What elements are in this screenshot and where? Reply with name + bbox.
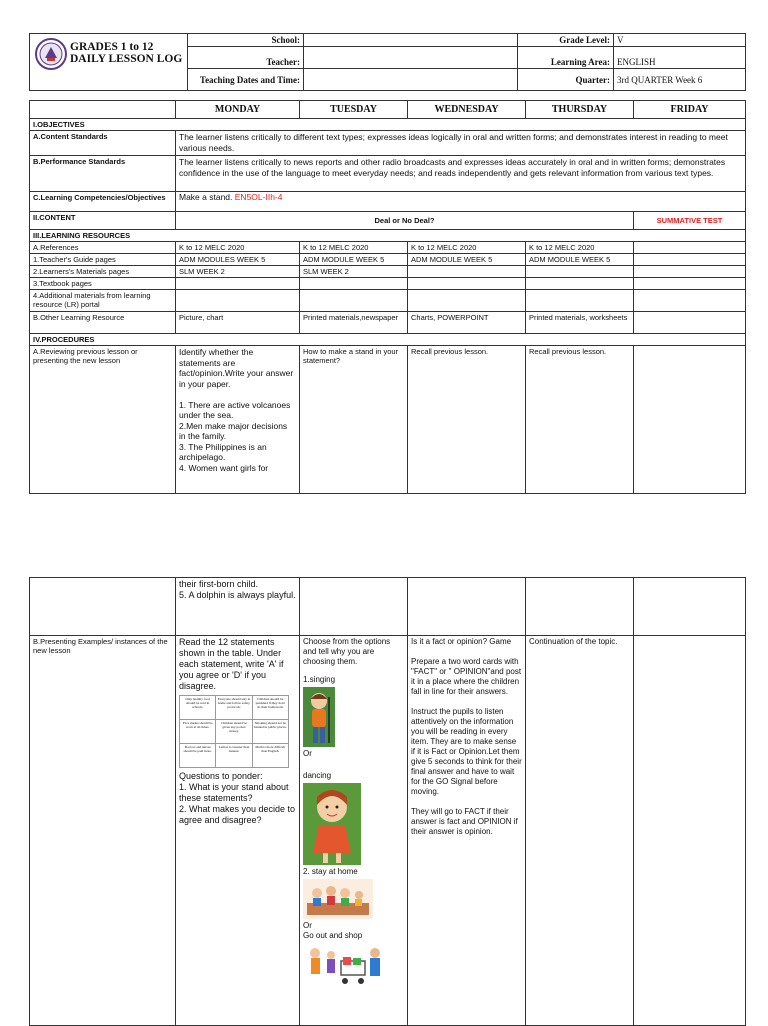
review-tue: How to make a stand in your statement?: [300, 346, 408, 494]
review-fri: [634, 346, 746, 494]
tg-wed: ADM MODULE WEEK 5: [408, 254, 526, 266]
objectives-heading: I.OBJECTIVES: [30, 119, 746, 131]
singing-child-image: [303, 687, 335, 747]
textbook-label: 3.Textbook pages: [30, 278, 176, 290]
day-wednesday: WEDNESDAY: [408, 101, 526, 119]
grade-label: Grade Level:: [518, 34, 614, 47]
dancing-child-image: [303, 783, 361, 865]
day-monday: MONDAY: [176, 101, 300, 119]
shopping-family-image: [303, 943, 387, 989]
presenting-wed: Is it a fact or opinion? Game Prepare a two word cards with "FACT" or " OPINION"and post it in a place where the children fall in line for their answers. Instruct the pupils to listen attentively on the information you will be reading in every item. They are to make sense if it is Fact or Opinion.Let them give 5 seconds to think for their final answer and have to wait for the GO Signal before moving. They will go to FACT if their answer is fact and OPINION if their answer is opinion.: [408, 636, 526, 1026]
performance-standards-text: The learner listens critically to news reports and other radio broadcasts and expresses ideas accurately in oral and in written forms; demonstrates confidence in the use of the language to meet everyday needs; and reads independently and gets relevant information from various text types.: [176, 156, 746, 192]
lm-thu: [526, 266, 634, 278]
ref-tue: K to 12 MELC 2020: [300, 242, 408, 254]
tg-label: 1.Teacher's Guide pages: [30, 254, 176, 266]
header-table: [29, 33, 746, 91]
or-text: Or: [303, 921, 312, 930]
ref-mon: K to 12 MELC 2020: [176, 242, 300, 254]
option-shop: Go out and shop: [303, 931, 363, 940]
statement-cell: Face masks should be worn at all times.: [180, 720, 215, 743]
statement-cell: Children should be punished if they don't do their homework.: [253, 696, 288, 719]
competencies-label: C.Learning Competencies/Objectives: [30, 192, 176, 212]
content-label: II.CONTENT: [30, 212, 176, 230]
procedures-heading: IV.PROCEDURES: [30, 334, 746, 346]
option-dancing: dancing: [303, 771, 332, 780]
lm-label: 2.Learners's Materials pages: [30, 266, 176, 278]
statement-cell: Everyone should stay at home and follow safety protocols.: [216, 696, 251, 719]
deped-seal-icon: [35, 38, 67, 70]
statement-cell: Doctors and nurses should be paid more.: [180, 744, 215, 767]
ref-fri: [634, 242, 746, 254]
presenting-fri: [634, 636, 746, 1026]
statement-cell: Children should be given any pocket money.: [216, 720, 251, 743]
other-thu: Printed materials, worksheets: [526, 312, 634, 334]
content-title: Deal or No Deal?: [176, 212, 634, 230]
performance-standards-label: B.Performance Standards: [30, 156, 176, 192]
dates-value: [304, 69, 518, 91]
lm-mon: SLM WEEK 2: [176, 266, 300, 278]
statement-cell: Only healthy food should be sold in schools.: [180, 696, 215, 719]
option-singing: 1.singing: [303, 675, 336, 684]
other-fri: [634, 312, 746, 334]
quarter-label: Quarter:: [518, 69, 614, 91]
logo-cell: [30, 34, 188, 91]
dates-label: Teaching Dates and Time:: [188, 69, 304, 91]
day-friday: FRIDAY: [634, 101, 746, 119]
presenting-mon: [176, 636, 300, 1026]
or-text: Or: [303, 749, 312, 758]
statement-table: [179, 695, 289, 768]
review-label: A.Reviewing previous lesson or presenting the new lesson: [30, 346, 176, 494]
presenting-tue: [300, 636, 408, 1026]
day-tuesday: TUESDAY: [300, 101, 408, 119]
lesson-table-continued: [29, 577, 746, 1026]
summative-test: SUMMATIVE TEST: [634, 212, 746, 230]
review-wed: Recall previous lesson.: [408, 346, 526, 494]
lesson-table: [29, 100, 746, 494]
tue-intro: Choose from the options and tell why you are choosing them.: [303, 637, 391, 666]
teacher-value: [304, 47, 518, 69]
competencies-cell: [176, 192, 746, 212]
area-value: ENGLISH: [614, 47, 746, 69]
presenting-thu: Continuation of the topic.: [526, 636, 634, 1026]
lm-tue: SLM WEEK 2: [300, 266, 408, 278]
tg-thu: ADM MODULE WEEK 5: [526, 254, 634, 266]
tg-tue: ADM MODULE WEEK 5: [300, 254, 408, 266]
review-thu: Recall previous lesson.: [526, 346, 634, 494]
lm-fri: [634, 266, 746, 278]
day-thursday: THURSDAY: [526, 101, 634, 119]
other-mon: Picture, chart: [176, 312, 300, 334]
school-value: [304, 34, 518, 47]
quarter-value: 3rd QUARTER Week 6: [614, 69, 746, 91]
statement-cell: Smoking should not be banned in public places.: [253, 720, 288, 743]
school-label: School:: [188, 34, 304, 47]
teacher-label: Teacher:: [188, 47, 304, 69]
references-label: A.References: [30, 242, 176, 254]
log-title: GRADES 1 to 12 DAILY LESSON LOG: [70, 41, 183, 65]
area-label: Learning Area:: [518, 47, 614, 69]
corner-cell: [30, 101, 176, 119]
option-stay-home: 2. stay at home: [303, 867, 358, 876]
statement-cell: Lemon is sweeter than banana.: [216, 744, 251, 767]
review-label-cont: [30, 578, 176, 636]
resources-heading: III.LEARNING RESOURCES: [30, 230, 746, 242]
lm-wed: [408, 266, 526, 278]
family-at-home-image: [303, 879, 373, 919]
ref-wed: K to 12 MELC 2020: [408, 242, 526, 254]
other-label: B.Other Learning Resource: [30, 312, 176, 334]
competency-code: EN5OL-IIh-4: [234, 192, 283, 202]
review-mon-cont: their first-born child. 5. A dolphin is always playful.: [176, 578, 300, 636]
content-standards-text: The learner listens critically to different text types; expresses ideas logically in oral and written forms; and demonstrates interest in reading to meet various needs.: [176, 131, 746, 156]
other-wed: Charts, POWERPOINT: [408, 312, 526, 334]
review-mon: Identify whether the statements are fact/opinion.Write your answer in your paper. 1. There are active volcanoes under the sea. 2.Men make major decisions in the family. 3. The Philippines is an archipelago. 4. Women want girls for: [176, 346, 300, 494]
ref-thu: K to 12 MELC 2020: [526, 242, 634, 254]
tg-mon: ADM MODULES WEEK 5: [176, 254, 300, 266]
content-standards-label: A.Content Standards: [30, 131, 176, 156]
other-tue: Printed materials,newspaper: [300, 312, 408, 334]
tg-fri: [634, 254, 746, 266]
mon-questions: Questions to ponder: 1. What is your stand about these statements? 2. What makes you decide to agree and disagree?: [179, 771, 296, 825]
statement-cell: Math is more difficult than English.: [253, 744, 288, 767]
mon-intro: Read the 12 statements shown in the table. Under each statement, write 'A' if you agree or 'D' if you disagree.: [179, 637, 284, 691]
competencies-text: Make a stand.: [179, 192, 233, 202]
presenting-label: B.Presenting Examples/ instances of the new lesson: [30, 636, 176, 1026]
additional-label: 4.Additional materials from learning resource (LR) portal: [30, 290, 176, 312]
grade-value: V: [614, 34, 746, 47]
